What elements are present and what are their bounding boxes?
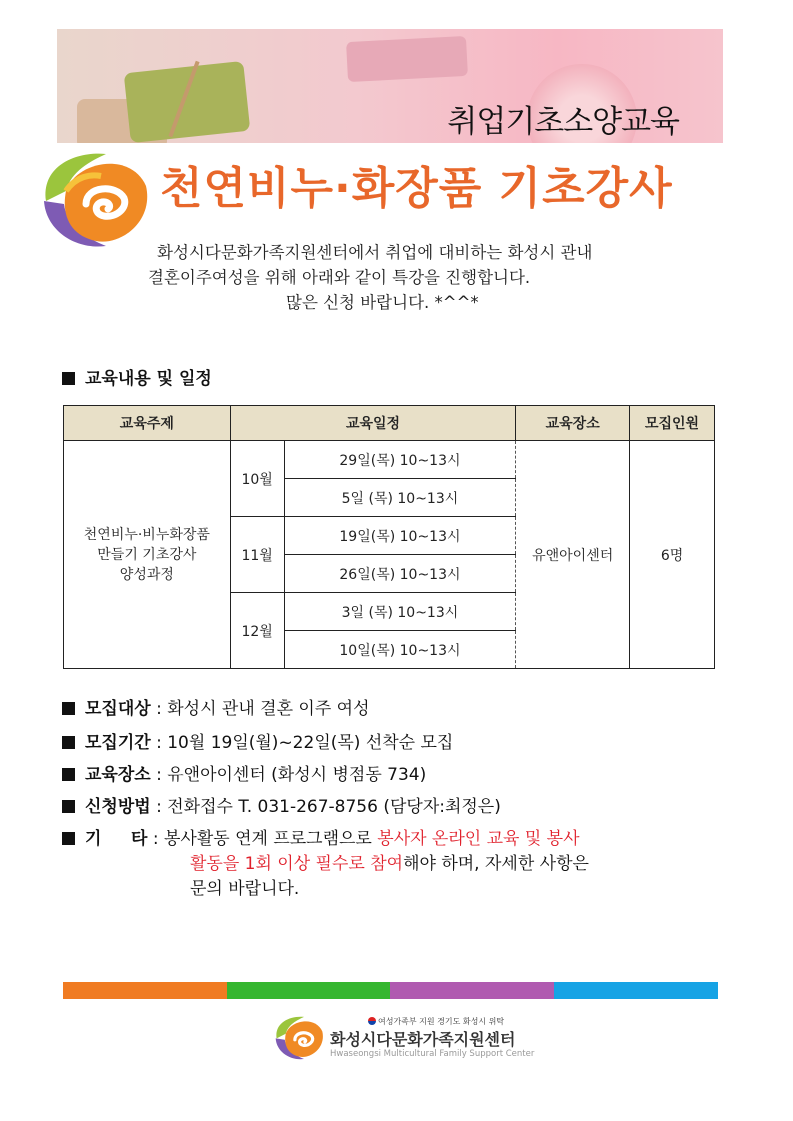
capacity-cell: 6명 <box>630 441 715 669</box>
info-label: 모집기간 <box>85 733 151 753</box>
table-header-cell: 모집인원 <box>630 406 715 441</box>
info-text: : 봉사활동 연계 프로그램으로 <box>152 829 378 849</box>
center-logo-icon <box>36 146 154 250</box>
topic-line: 천연비누·비누화장품 <box>83 526 210 543</box>
topic-line: 만들기 기초강사 <box>97 546 197 563</box>
info-label: 교육장소 <box>85 765 151 785</box>
highlight-text: 활동을 1회 이상 필수로 참여 <box>190 854 404 874</box>
section-heading-text: 교육내용 및 일정 <box>85 369 212 389</box>
info-item-place <box>62 760 426 785</box>
info-item-other <box>62 824 580 849</box>
topic-cell <box>64 441 231 669</box>
info-other-line2 <box>190 849 589 874</box>
intro-line: 많은 신청 바랍니다. *^^* <box>286 293 479 312</box>
square-bullet-icon <box>62 702 75 715</box>
intro-line: 화성시다문화가족지원센터에서 취업에 대비하는 화성시 관내 <box>157 243 593 262</box>
footer-sponsor-text: 여성가족부 지원 경기도 화성시 위탁 <box>378 1017 505 1026</box>
footer-logo-icon <box>272 1013 326 1061</box>
square-bullet-icon <box>62 800 75 813</box>
date-cell: 19일(목) 10~13시 <box>284 517 516 555</box>
schedule-table <box>63 405 715 669</box>
color-bar-purple <box>390 982 554 999</box>
month-cell: 11월 <box>230 517 284 593</box>
header-banner-image <box>57 29 723 143</box>
color-bar-orange <box>63 982 227 999</box>
highlight-text: 봉사자 온라인 교육 및 봉사 <box>377 829 580 849</box>
info-item-target <box>62 694 370 719</box>
info-label: 모집대상 <box>85 699 151 719</box>
date-cell: 3일 (목) 10~13시 <box>284 593 516 631</box>
intro-line: 결혼이주여성을 위해 아래와 같이 특강을 진행합니다. <box>148 268 531 287</box>
intro-paragraph <box>0 240 793 315</box>
place-cell: 유앤아이센터 <box>516 441 630 669</box>
square-bullet-icon <box>62 832 75 845</box>
date-cell: 5일 (목) 10~13시 <box>284 479 516 517</box>
color-bar-blue <box>554 982 718 999</box>
square-bullet-icon <box>62 372 75 385</box>
footer-org-name: 화성시다문화가족지원센터 <box>330 1030 516 1049</box>
section-heading <box>62 364 212 389</box>
info-item-apply <box>62 792 501 817</box>
info-label: 기 타 <box>85 829 148 849</box>
info-text: : 10월 19일(월)~22일(목) 선착순 모집 <box>156 733 454 753</box>
table-header-cell: 교육장소 <box>516 406 630 441</box>
square-bullet-icon <box>62 768 75 781</box>
footer-sponsor <box>368 1016 504 1027</box>
month-cell: 12월 <box>230 593 284 669</box>
info-text: : 화성시 관내 결혼 이주 여성 <box>156 699 370 719</box>
date-cell: 29일(목) 10~13시 <box>284 441 516 479</box>
date-cell: 10일(목) 10~13시 <box>284 631 516 669</box>
info-text: : 유앤아이센터 (화성시 병점동 734) <box>156 765 427 785</box>
color-bar-green <box>227 982 390 999</box>
info-text: : 전화접수 T. 031-267-8756 (담당자:최정은) <box>156 797 501 817</box>
info-label: 신청방법 <box>85 797 151 817</box>
topic-line: 양성과정 <box>119 566 174 583</box>
table-row <box>64 441 715 479</box>
table-header-row <box>64 406 715 441</box>
info-item-period <box>62 728 453 753</box>
table-header-cell: 교육일정 <box>230 406 516 441</box>
banner-subtitle: 취업기초소양교육 <box>447 104 679 140</box>
date-cell: 26일(목) 10~13시 <box>284 555 516 593</box>
soap-bar-shape <box>346 36 468 82</box>
info-text: 해야 하며, 자세한 사항은 <box>403 854 589 874</box>
square-bullet-icon <box>62 736 75 749</box>
soap-bar-shape <box>124 61 251 143</box>
month-cell: 10월 <box>230 441 284 517</box>
korea-emblem-icon <box>368 1017 376 1025</box>
table-header-cell: 교육주제 <box>64 406 231 441</box>
footer-org-english: Hwaseongsi Multicultural Family Support Center <box>330 1049 535 1059</box>
info-other-line3: 문의 바랍니다. <box>190 879 300 899</box>
page-title: 천연비누·화장품 기초강사 <box>160 163 673 214</box>
